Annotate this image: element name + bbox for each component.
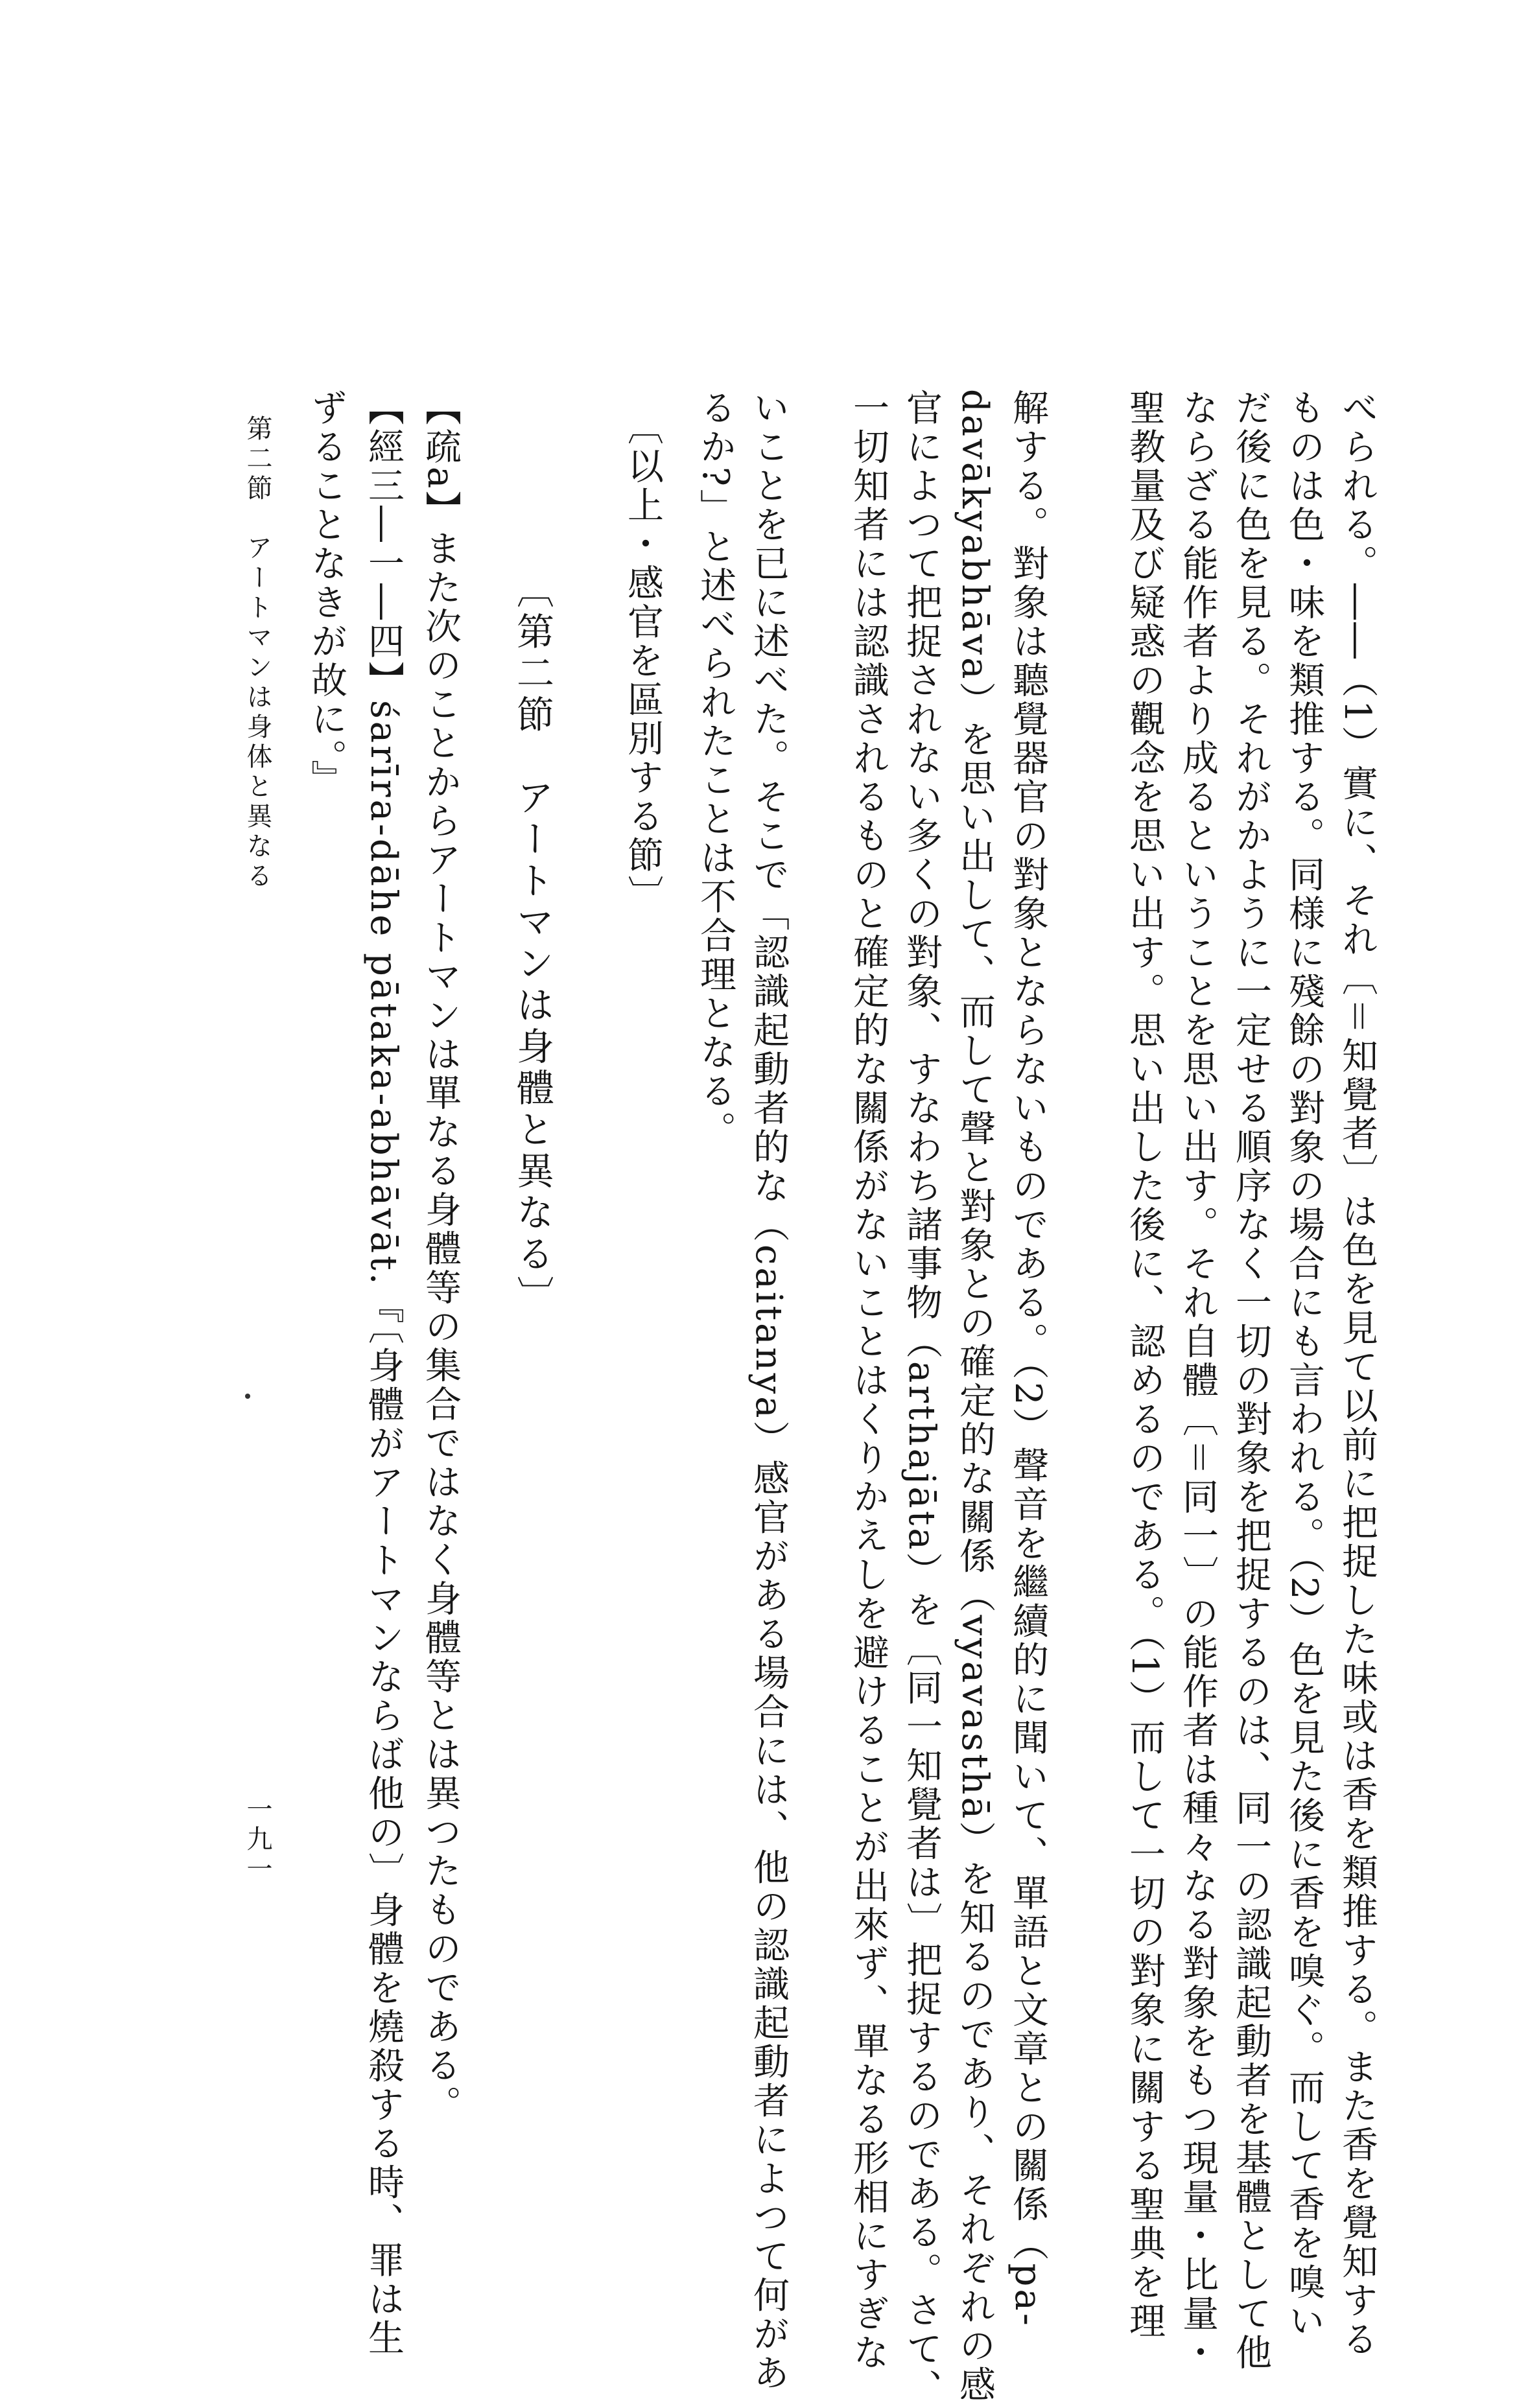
section-end-note: 〔以上・感官を區別する節〕 [622, 408, 664, 914]
body-text-line: べられる。――（1）實に、それ〔＝知覺者〕は色を見て以前に把捉した味或は香を類推する。また香を覺知する [1336, 389, 1378, 2359]
sutra-line: ずることなきが故に。』 [305, 389, 347, 799]
commentary-line: 【疏a】また次のことからアートマンは單なる身體等の集合ではなく身體等とは異つたものである。 [419, 389, 462, 2125]
stray-ink-dot [245, 1394, 250, 1399]
body-text-line: ものは色・味を類推する。同様に殘餘の對象の場合にも言われる。（2）色を見た後に香を嗅ぐ。而して香を嗅い [1283, 389, 1325, 2341]
body-text-line: だ後に色を見る。それがかように一定せる順序なく一切の對象を把捉するのは、同一の認識起動者を基體として他 [1230, 389, 1272, 2372]
running-footer: 第二節 アートマンは身体と異なる [242, 415, 272, 892]
body-text-line: 解する。對象は聽覺器官の對象とならないものである。（2）聲音を繼續的に聞いて、單語と文章との關係（pa- [1007, 389, 1049, 2328]
body-text-line: ならざる能作者より成るということを思い出す。それ自體〔＝同一〕の能作者は種々なる對象をもつ現量・比量・ [1177, 389, 1219, 2372]
body-text-line: 聖教量及び疑惑の觀念を思い出す。思い出した後に、認めるのである。（1）而して一切の對象に關する聖典を理 [1123, 389, 1166, 2341]
page-number: 一九一 [242, 1795, 272, 1885]
sutra-line: 【經三―一―四】śarīra-dāhe pātaka-abhāvāt.『〔身體がアートマンならば他の〕身體を燒殺する時、罪は生 [362, 389, 405, 2358]
section-heading: 〔第二節 アートマンは身體と異なる〕 [510, 570, 554, 1317]
body-text-line: davākyabhāva）を思い出して、而して聲と對象との確定的な關係（vyavasthā）を知るのであり、それぞれの感 [954, 389, 996, 2405]
body-text-line: いことを已に述べた。そこで「認識起動者的な（caitanya）感官がある場合には、他の認識起動者によつて何があ [747, 389, 790, 2393]
body-text-line: 官によつて把捉されない多くの對象、すなわち諸事物（arthajāta）を〔同一知覺者は〕把捉するのである。さて、 [900, 389, 943, 2408]
body-text-line: 一切知者には認識されるものと確定的な關係がないことはくりかえしを避けることが出來ず、單なる形相にすぎな [847, 389, 889, 2372]
body-text-line: るか?」と述べられたことは不合理となる。 [694, 389, 736, 1151]
